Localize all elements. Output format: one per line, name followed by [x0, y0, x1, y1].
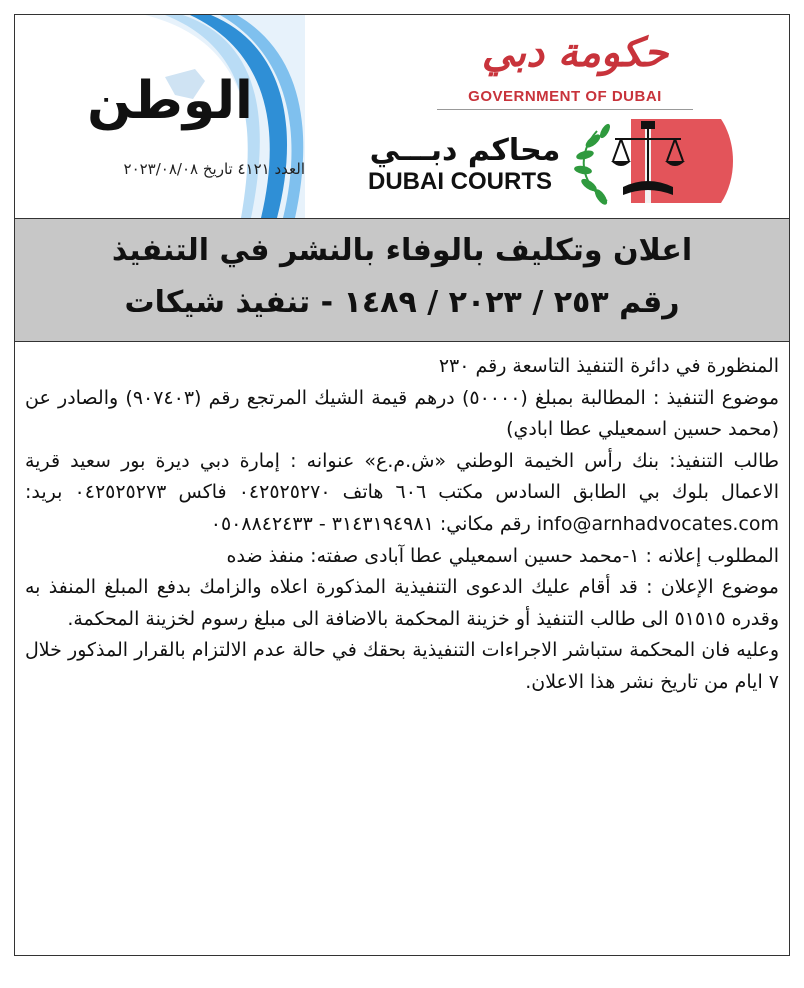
newspaper-logo: الوطن: [87, 71, 253, 131]
government-name-english: GOVERNMENT OF DUBAI: [468, 88, 662, 105]
notice-frame: [14, 14, 790, 956]
notice-title: [15, 219, 789, 342]
courts-name-english: DUBAI COURTS: [368, 168, 552, 195]
notice-subject-paragraph: موضوع الإعلان : قد أقام عليك الدعوى التنفيذية المذكورة اعلاه والزامك بدفع المبلغ المنفذ به وقدره ٥١٥١٥ الى طالب التنفيذ أو خزينة المحكمة بالاضافة الى مبلغ رسوم لخزينة المحكمة.: [25, 576, 779, 630]
makani-number: رقم مكاني: ٣١٤٣١٩٤٩٨١ - ٠٥٠٨٨٤٢٤٣٣: [210, 512, 537, 535]
title-line-2: رقم ٢٥٣ / ٢٠٢٣ / ١٤٨٩ - تنفيذ شيكات: [124, 285, 680, 320]
email-address: info@arnhadvocates.com: [536, 512, 779, 535]
circuit-paragraph: المنظورة في دائرة التنفيذ التاسعة رقم ٢٣٠: [438, 355, 779, 377]
government-name-arabic: حكومة دبي: [481, 29, 669, 76]
newspaper-masthead: [15, 15, 305, 218]
title-line-1: اعلان وتكليف بالوفاء بالنشر في التنفيذ: [111, 233, 693, 268]
divider: [437, 109, 693, 110]
courts-name-arabic: محاكم دبـــي: [369, 133, 561, 168]
notice-header: [15, 15, 789, 219]
issue-number-date: العدد ٤١٢١ تاريخ ٢٠٢٣/٠٨/٠٨: [123, 160, 305, 178]
notice-body: [25, 351, 779, 699]
applicant-paragraph: [25, 446, 779, 541]
applicant-details: طالب التنفيذ: بنك رأس الخيمة الوطني «ش.م.ع» عنوانه : إمارة دبي ديرة بور سعيد قرية الاعمال بلوك بي الطابق السادس مكتب ٦٠٦ هاتف ٠٤٢٥٢٥٢٧٠ فاكس ٠٤٢٥٢٥٢٧٣ بريد:: [25, 449, 779, 504]
notified-party-paragraph: المطلوب إعلانه : ١-محمد حسين اسمعيلي عطا آبادى صفته: منفذ ضده: [226, 544, 779, 567]
execution-subject-paragraph: موضوع التنفيذ : المطالبة بمبلغ (٥٠٠٠٠) درهم قيمة الشيك المرتجع رقم (٩٠٧٤٠٣) والصادر عن (محمد حسين اسمعيلي عطا ابادي): [25, 386, 780, 441]
dubai-courts-emblem-icon: [571, 113, 739, 209]
warning-paragraph: وعليه فان المحكمة ستباشر الاجراءات التنفيذية بحقك في حالة عدم الالتزام بالقرار المذكور خلال ٧ ايام من تاريخ نشر هذا الاعلان.: [25, 639, 779, 693]
